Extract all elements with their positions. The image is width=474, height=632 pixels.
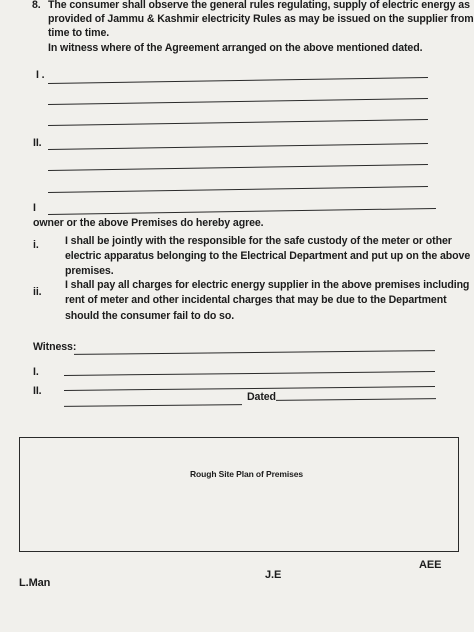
- undertaking-2-marker: ii.: [33, 286, 42, 298]
- party-second-line-1[interactable]: [48, 143, 428, 150]
- witness-first-label: I.: [33, 366, 39, 378]
- undertaking-2-line-3: should the consumer fail to do so.: [65, 310, 235, 322]
- owner-name-line[interactable]: [48, 208, 436, 215]
- clause-line-3: time to time.: [48, 27, 110, 39]
- witness-heading: Witness:: [33, 341, 77, 353]
- dated-line[interactable]: [276, 398, 436, 401]
- je-signature-label: J.E: [265, 569, 282, 581]
- undertaking-1-line-1: I shall be jointly with the responsible for the safe custody of the meter or other: [65, 235, 452, 247]
- site-plan-label: Rough Site Plan of Premises: [190, 469, 304, 479]
- party-first-line-3[interactable]: [48, 119, 428, 126]
- lman-signature-label: L.Man: [19, 577, 51, 589]
- party-third-label: I: [33, 202, 36, 214]
- undertaking-2-line-2: rent of meter and other incidental charges that may be due to the Department: [65, 294, 447, 306]
- party-second-label: II.: [33, 137, 42, 149]
- party-second-line-3[interactable]: [48, 186, 428, 193]
- undertaking-1-line-2: electric apparatus belonging to the Electrical Department and put up on the above: [65, 250, 471, 262]
- witness-second-label: II.: [33, 385, 42, 397]
- dated-label: Dated: [247, 391, 276, 403]
- undertaking-2-line-1: I shall pay all charges for electric energy supplier in the above premises including: [65, 279, 470, 291]
- aee-signature-label: AEE: [419, 559, 442, 571]
- site-plan-box[interactable]: [19, 437, 459, 552]
- clause-line-1: The consumer shall observe the general rules regulating, supply of electric energy as: [48, 0, 470, 11]
- undertaking-1-marker: i.: [33, 239, 39, 251]
- owner-agreement-line: owner or the above Premises do hereby agree.: [33, 217, 264, 229]
- undertaking-1-line-3: premises.: [65, 265, 114, 277]
- witness-first-line[interactable]: [64, 371, 435, 376]
- party-first-label: I .: [36, 69, 45, 81]
- witness-signature-line[interactable]: [64, 404, 242, 407]
- witness-heading-line[interactable]: [74, 350, 435, 355]
- clause-number: 8.: [32, 0, 41, 11]
- clause-line-2: provided of Jammu & Kashmir electricity Rules as may be issued on the supplier from: [48, 13, 474, 25]
- party-first-line-1[interactable]: [48, 77, 428, 84]
- party-first-line-2[interactable]: [48, 98, 428, 105]
- party-second-line-2[interactable]: [48, 164, 428, 171]
- clause-line-4: In witness where of the Agreement arranged on the above mentioned dated.: [48, 42, 423, 54]
